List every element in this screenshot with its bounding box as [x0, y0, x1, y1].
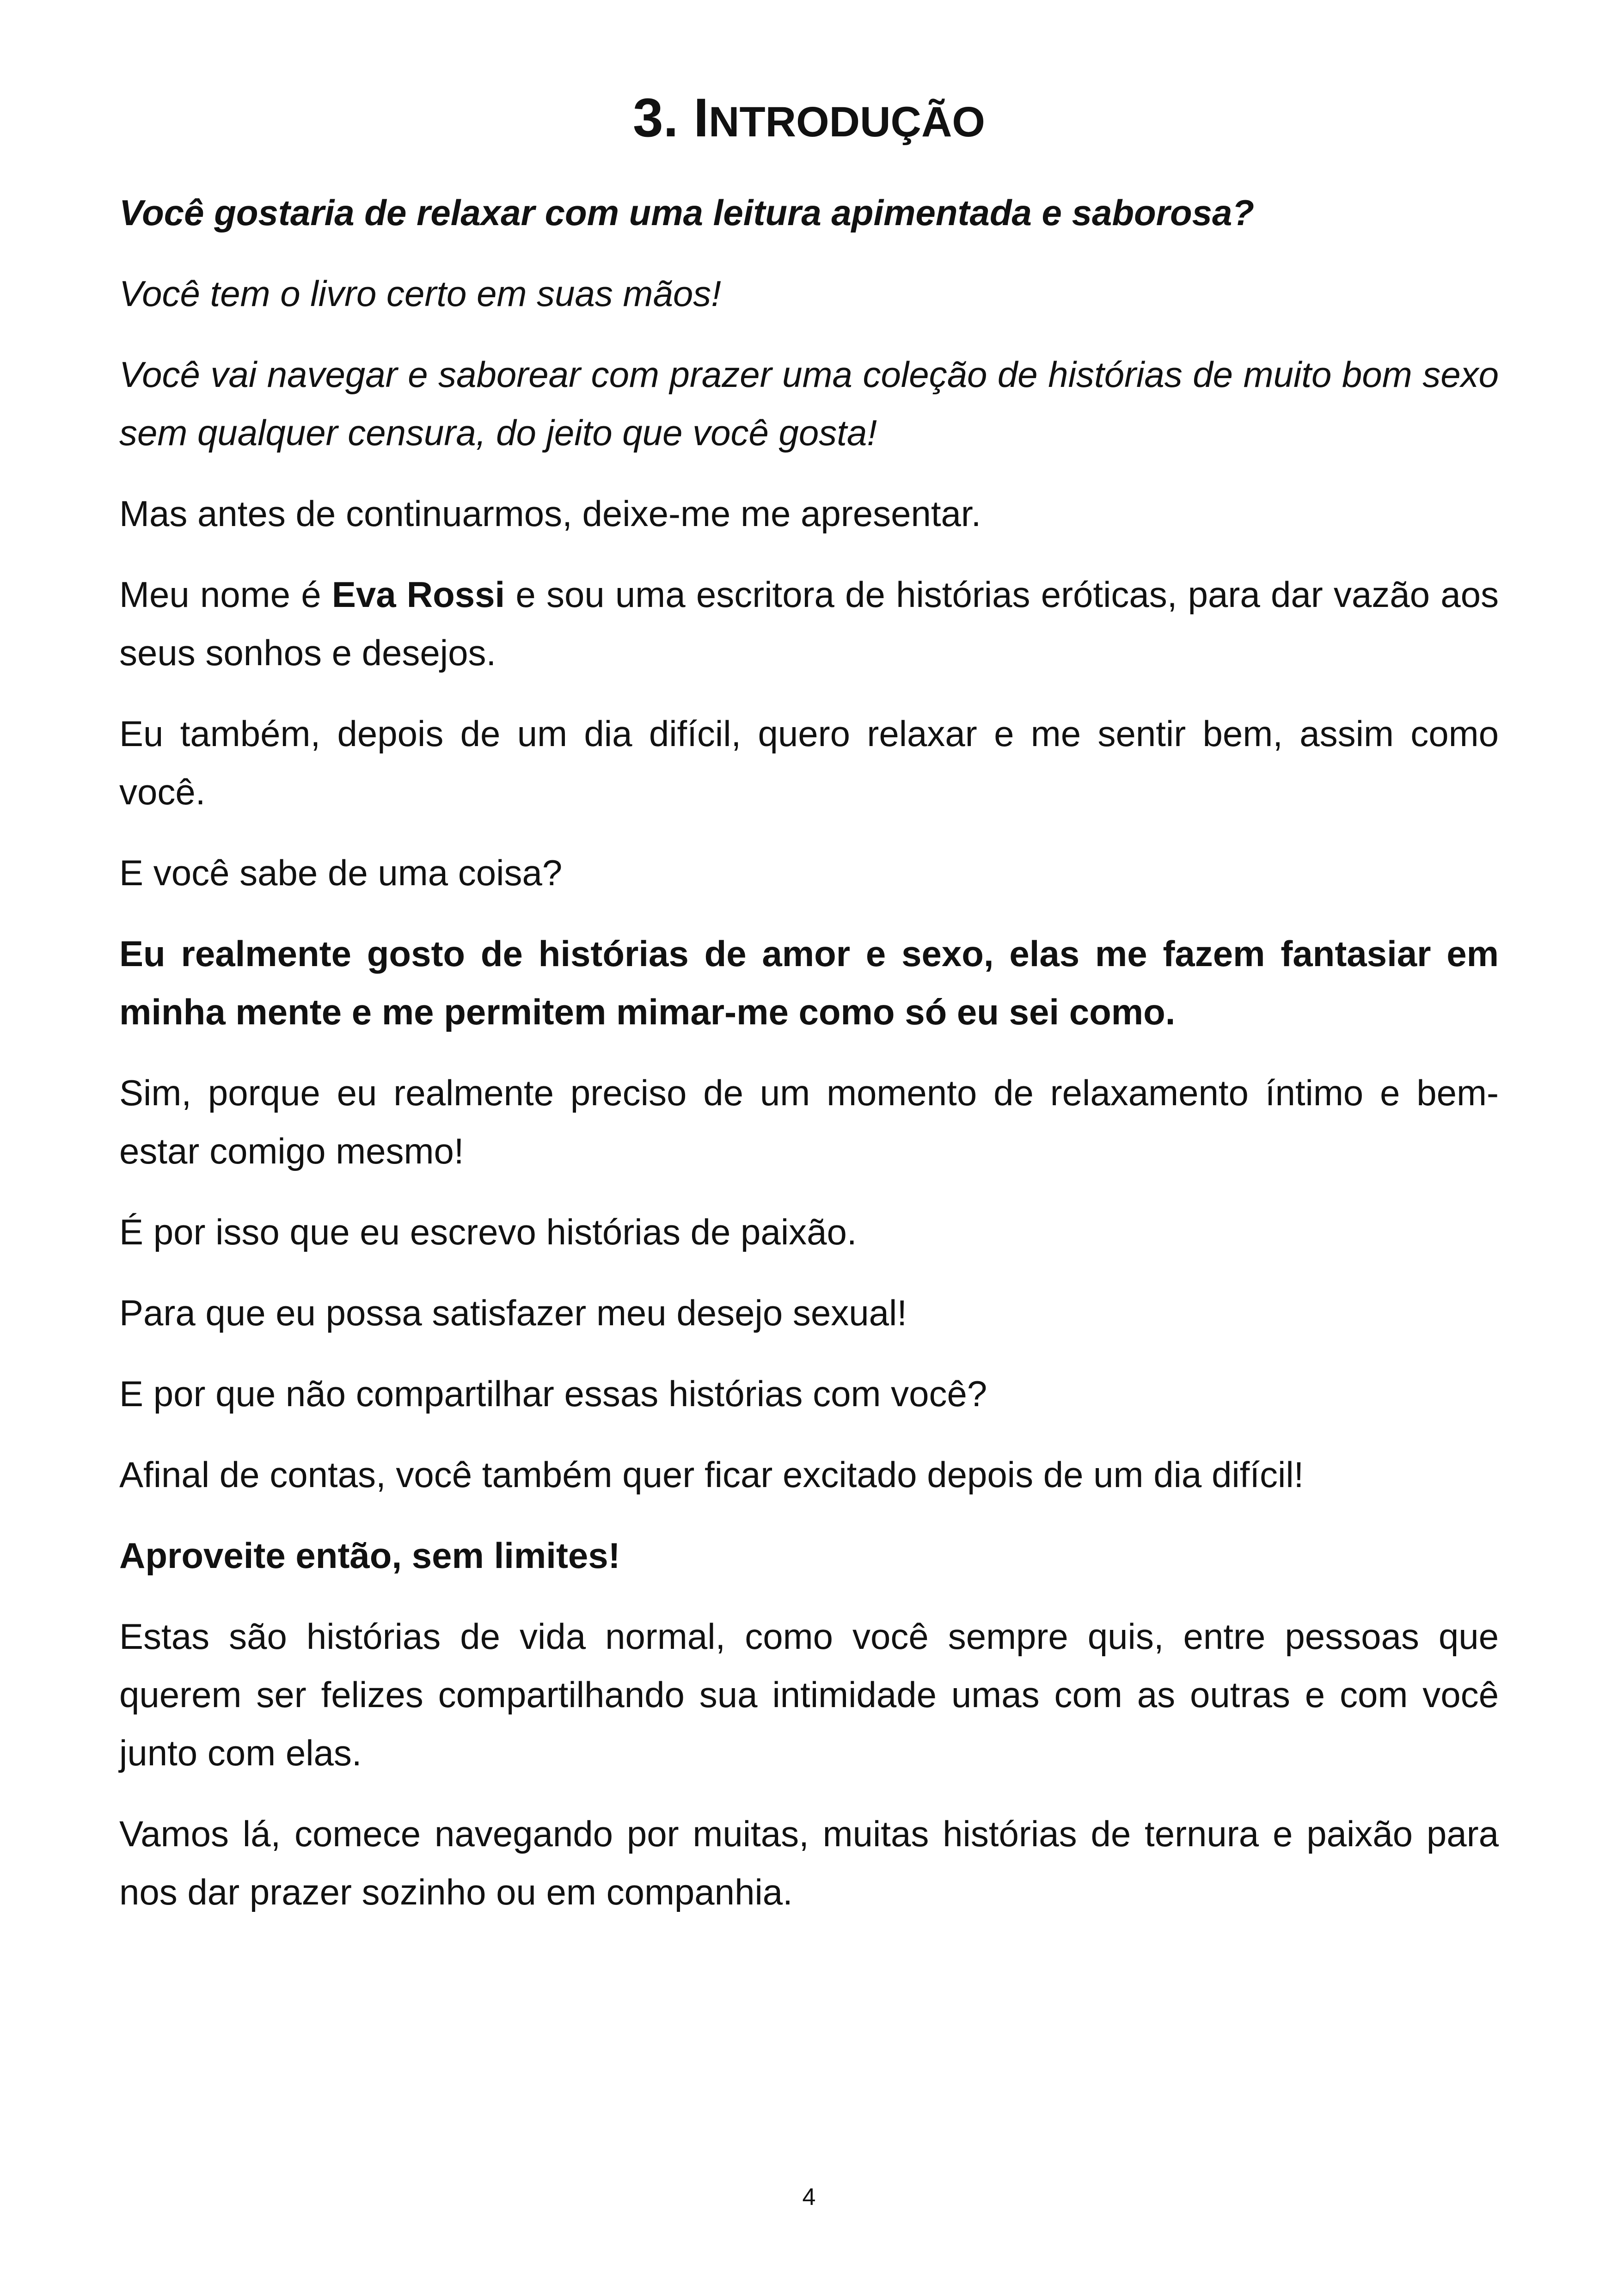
- chapter-title-rest: NTRODUÇÃO: [709, 98, 985, 146]
- intro-question: Você gostaria de relaxar com uma leitura apimentada e saborosa?: [119, 192, 1255, 233]
- author-intro-suffix: e sou uma escritora de histórias eróticas, para dar vazão aos seus sonhos e desejos.: [119, 574, 1499, 673]
- paragraph-relax: Eu também, depois de um dia difícil, quero relaxar e me sentir bem, assim como você.: [119, 713, 1499, 812]
- chapter-title-initial: I: [693, 87, 709, 148]
- paragraph-fantasy: Eu realmente gosto de histórias de amor e sexo, elas me fazem fantasiar em minha mente e me permitem mimar-me como só eu sei como.: [119, 933, 1499, 1032]
- paragraph-collection: Você vai navegar e saborear com prazer uma coleção de histórias de muito bom sexo sem qualquer censura, do jeito que você gosta!: [119, 354, 1499, 453]
- paragraph-question: E você sabe de uma coisa?: [119, 852, 563, 893]
- chapter-number: 3.: [633, 87, 679, 148]
- author-intro-prefix: Meu nome é: [119, 574, 332, 615]
- paragraph-desire: Para que eu possa satisfazer meu desejo sexual!: [119, 1292, 907, 1333]
- paragraph-excited: Afinal de contas, você também quer ficar excitado depois de um dia difícil!: [119, 1454, 1304, 1495]
- page-content: [119, 83, 1499, 1944]
- paragraph-share: E por que não compartilhar essas histórias com você?: [119, 1373, 987, 1414]
- paragraph-normal-life: Estas são histórias de vida normal, como você sempre quis, entre pessoas que querem ser felizes compartilhando sua intimidade umas com as outras e com você junto com elas.: [119, 1616, 1499, 1773]
- paragraph-why-write: É por isso que eu escrevo histórias de paixão.: [119, 1212, 857, 1252]
- author-name: Eva Rossi: [331, 574, 505, 615]
- paragraph-enjoy: Aproveite então, sem limites!: [119, 1535, 620, 1576]
- chapter-title: [119, 83, 1499, 157]
- paragraph-start-browsing: Vamos lá, comece navegando por muitas, muitas histórias de ternura e paixão para nos dar prazer sozinho ou em companhia.: [119, 1813, 1499, 1912]
- paragraph-author-intro: [119, 565, 1499, 682]
- page-number: 4: [802, 2184, 816, 2210]
- paragraph-wellbeing: Sim, porque eu realmente preciso de um momento de relaxamento íntimo e bem-estar comigo mesmo!: [119, 1072, 1499, 1171]
- paragraph-right-book: Você tem o livro certo em suas mãos!: [119, 273, 721, 314]
- paragraph-before-intro: Mas antes de continuarmos, deixe-me me apresentar.: [119, 493, 981, 534]
